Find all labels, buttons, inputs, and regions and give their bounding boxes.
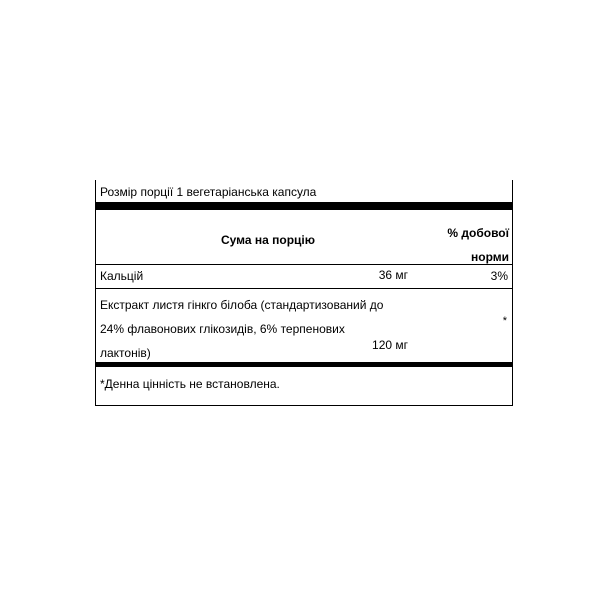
nutrient-daily-value-ginkgo: * bbox=[502, 315, 507, 327]
row-divider bbox=[96, 288, 512, 289]
nutrient-name-calcium: Кальцій bbox=[100, 269, 144, 283]
nutrient-name-ginkgo-line2: 24% флавонових глікозидів, 6% терпенових bbox=[100, 322, 345, 336]
daily-value-header-line1: % добової bbox=[447, 226, 509, 240]
daily-value-header-line2: норми bbox=[470, 250, 509, 264]
header-divider bbox=[96, 264, 512, 265]
nutrient-amount-calcium: 36 мг bbox=[378, 268, 408, 282]
nutrient-name-ginkgo-line1: Екстракт листя гінкго білоба (стандартизований до bbox=[100, 298, 384, 312]
daily-value-header bbox=[429, 221, 509, 269]
footnote: *Денна цінність не встановлена. bbox=[100, 377, 280, 391]
amount-per-serving-header: Сума на порцію bbox=[220, 233, 316, 247]
bottom-thick-divider bbox=[96, 362, 512, 367]
nutrient-name-ginkgo bbox=[100, 293, 420, 365]
supplement-facts-panel bbox=[95, 180, 513, 406]
serving-size: Розмір порції 1 вегетаріанська капсула bbox=[100, 185, 317, 199]
nutrient-daily-value-calcium: 3% bbox=[490, 269, 508, 283]
nutrient-amount-ginkgo: 120 мг bbox=[372, 338, 408, 352]
top-thick-divider bbox=[96, 202, 512, 210]
nutrient-name-ginkgo-line3: лактонів) bbox=[100, 346, 151, 360]
